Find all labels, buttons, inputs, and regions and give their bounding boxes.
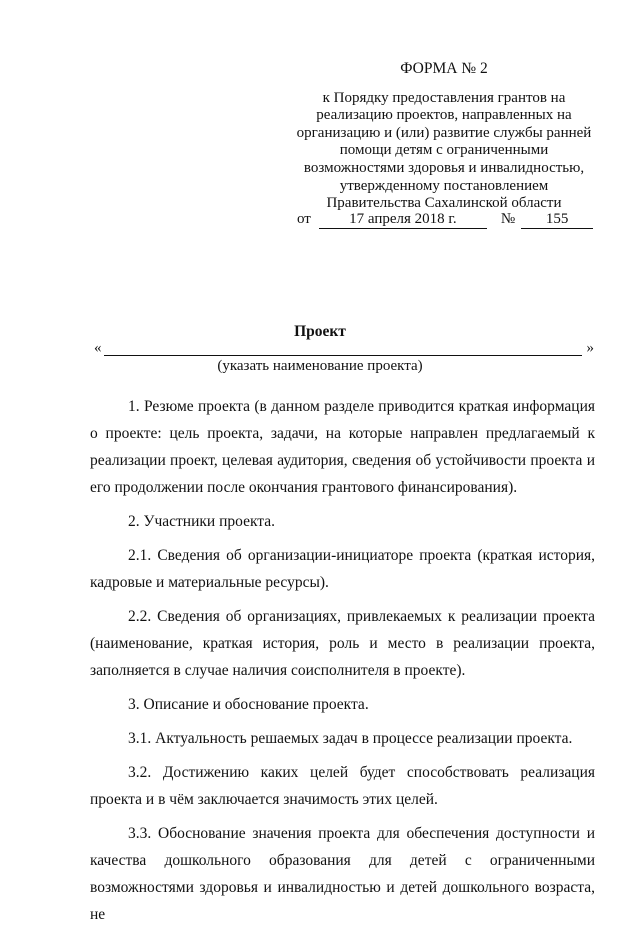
document-body <box>90 393 595 935</box>
open-quote: « <box>94 340 102 356</box>
header-line: помощи детям с ограниченными <box>339 142 549 159</box>
approval-date: 17 апреля 2018 г. <box>319 211 487 229</box>
paragraph-description: 3. Описание и обоснование проекта. <box>128 696 369 713</box>
approval-date-line <box>297 211 597 229</box>
paragraph-summary: 1. Резюме проекта (в данном разделе приводится краткая информация о проекте: цель проекта, задачи, на которые направлен предлагаемый к реализации проект, целевая аудитория, сведения об устойчивости проекта и его продолжении после окончания грантового финансирования). <box>90 398 595 496</box>
date-prefix: от <box>297 211 311 227</box>
paragraph-participants: 2. Участники проекта. <box>128 513 276 530</box>
paragraph-initiator: 2.1. Сведения об организации-инициаторе проекта (краткая история, кадровые и материальные ресурсы). <box>90 547 595 591</box>
paragraph-relevance: 3.1. Актуальность решаемых задач в процессе реализации проекта. <box>128 730 573 747</box>
paragraph-goals: 3.2. Достижению каких целей будет способствовать реализация проекта и в чём заключается значимость этих целей. <box>90 764 595 808</box>
project-name-caption: (указать наименование проекта) <box>217 358 423 374</box>
close-quote: » <box>586 340 594 356</box>
document-title: Проект <box>294 323 346 340</box>
header-line: утвержденному постановлением <box>339 177 549 194</box>
paragraph-justification: 3.3. Обоснование значения проекта для обеспечения доступности и качества дошкольного образования для детей с ограниченными возможностями здоровья и инвалидностью и детей дошкольного возраста, не <box>90 825 595 923</box>
header-line: реализацию проектов, направленных на <box>316 107 572 124</box>
number-sign: № <box>500 211 516 227</box>
project-name-field <box>94 340 594 360</box>
form-number: ФОРМА № 2 <box>400 60 488 77</box>
approval-number: 155 <box>521 211 593 229</box>
header-line: организацию и (или) развитие службы ранней <box>296 124 592 141</box>
form-header <box>288 60 600 213</box>
header-line: возможностями здоровья и инвалидностью, <box>303 159 585 176</box>
paragraph-partners: 2.2. Сведения об организациях, привлекаемых к реализации проекта (наименование, краткая история, роль и место в реализации проекта, заполняется в случае наличия соисполнителя в проекте). <box>90 608 595 679</box>
project-name-underline <box>104 355 582 356</box>
header-line: Правительства Сахалинской области <box>326 195 562 212</box>
header-line: к Порядку предоставления грантов на <box>322 89 566 106</box>
